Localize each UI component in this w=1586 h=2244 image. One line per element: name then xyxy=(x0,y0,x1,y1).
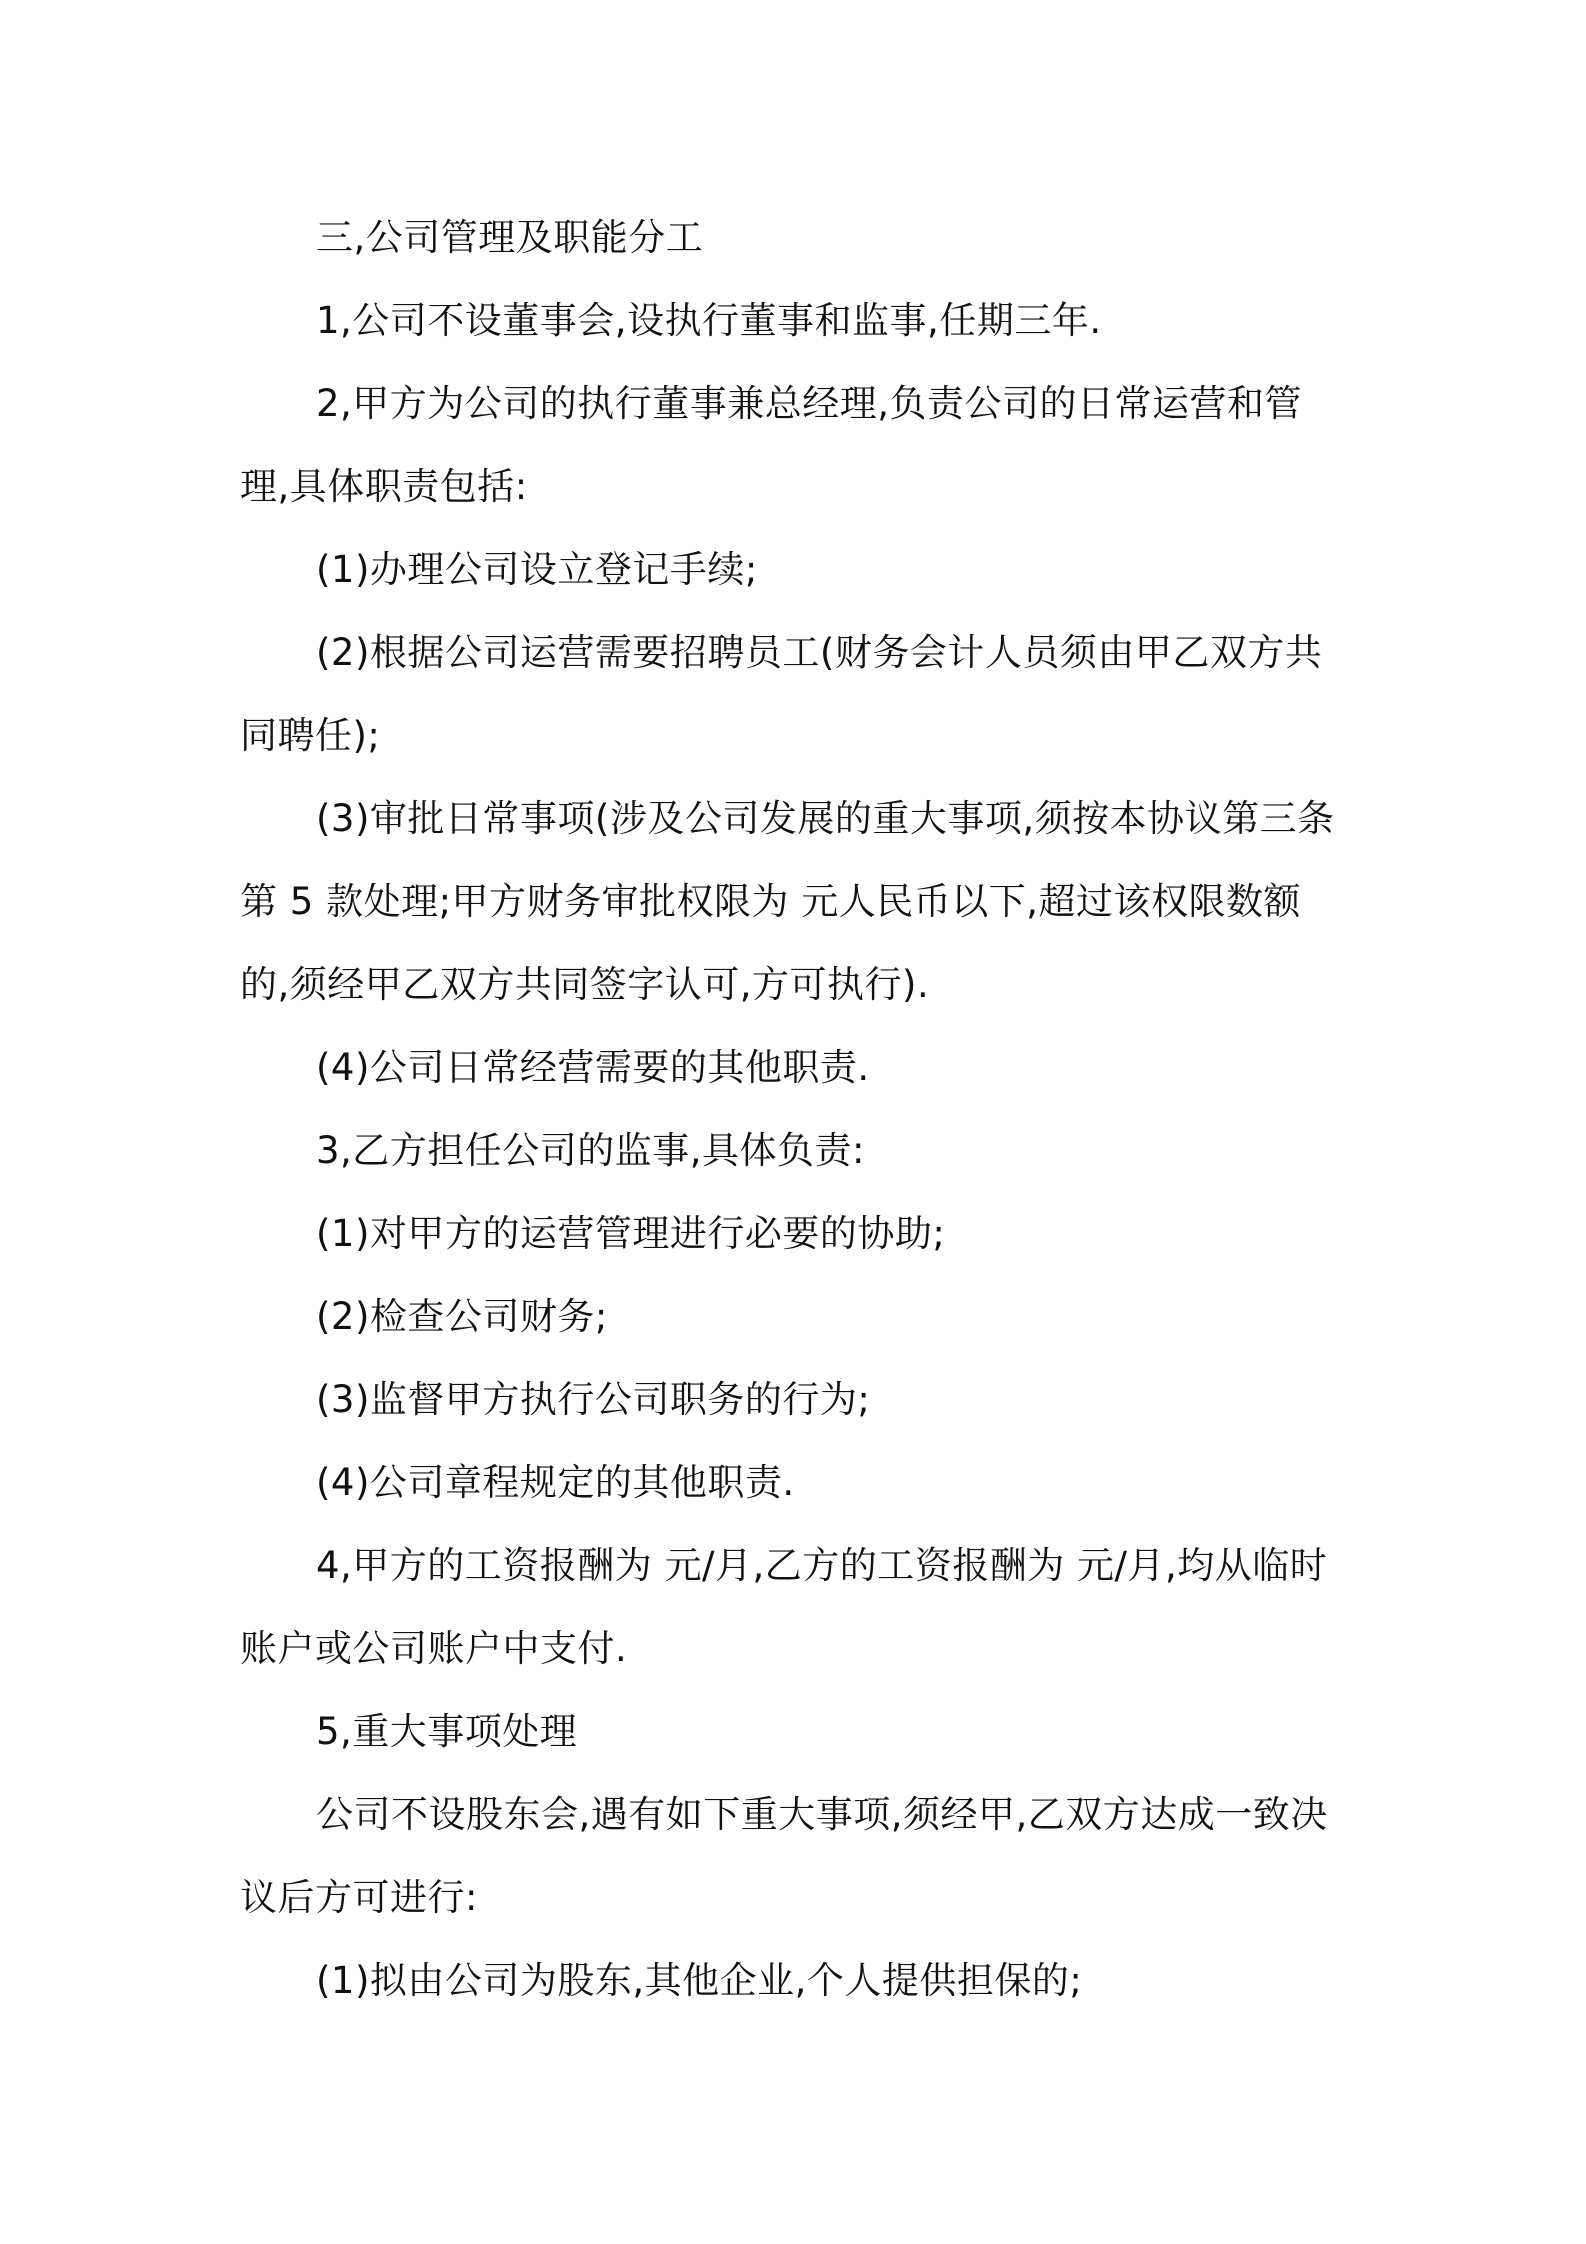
clause-2-item-2: (2)根据公司运营需要招聘员工(财务会计人员须由甲乙双方共同聘任); xyxy=(240,631,1323,757)
section-heading: 三,公司管理及职能分工 xyxy=(316,216,704,259)
clause-1: 1,公司不设董事会,设执行董事和监事,任期三年. xyxy=(316,299,1102,342)
document-body xyxy=(240,196,1350,2022)
clause-3-item-2: (2)检查公司财务; xyxy=(316,1295,608,1338)
clause-3-item-3: (3)监督甲方执行公司职务的行为; xyxy=(316,1378,871,1421)
clause-2: 2,甲方为公司的执行董事兼总经理,负责公司的日常运营和管理,具体职责包括: xyxy=(240,382,1303,508)
clause-2-item-3: (3)审批日常事项(涉及公司发展的重大事项,须按本协议第三条第 5 款处理;甲方财务审批权限为 元人民币以下,超过该权限数额的,须经甲乙双方共同签字认可,方可执行). xyxy=(240,797,1335,1006)
clause-2-item-1: (1)办理公司设立登记手续; xyxy=(316,548,758,591)
clause-4: 4,甲方的工资报酬为 元/月,乙方的工资报酬为 元/月,均从临时账户或公司账户中支付. xyxy=(240,1544,1328,1670)
clause-5-intro: 公司不设股东会,遇有如下重大事项,须经甲,乙双方达成一致决议后方可进行: xyxy=(240,1793,1328,1919)
clause-5-heading: 5,重大事项处理 xyxy=(316,1710,578,1753)
clause-3: 3,乙方担任公司的监事,具体负责: xyxy=(316,1129,866,1172)
clause-3-item-4: (4)公司章程规定的其他职责. xyxy=(316,1461,795,1504)
clause-3-item-1: (1)对甲方的运营管理进行必要的协助; xyxy=(316,1212,946,1255)
clause-5-item-1: (1)拟由公司为股东,其他企业,个人提供担保的; xyxy=(316,1959,1083,2002)
clause-2-item-4: (4)公司日常经营需要的其他职责. xyxy=(316,1046,870,1089)
